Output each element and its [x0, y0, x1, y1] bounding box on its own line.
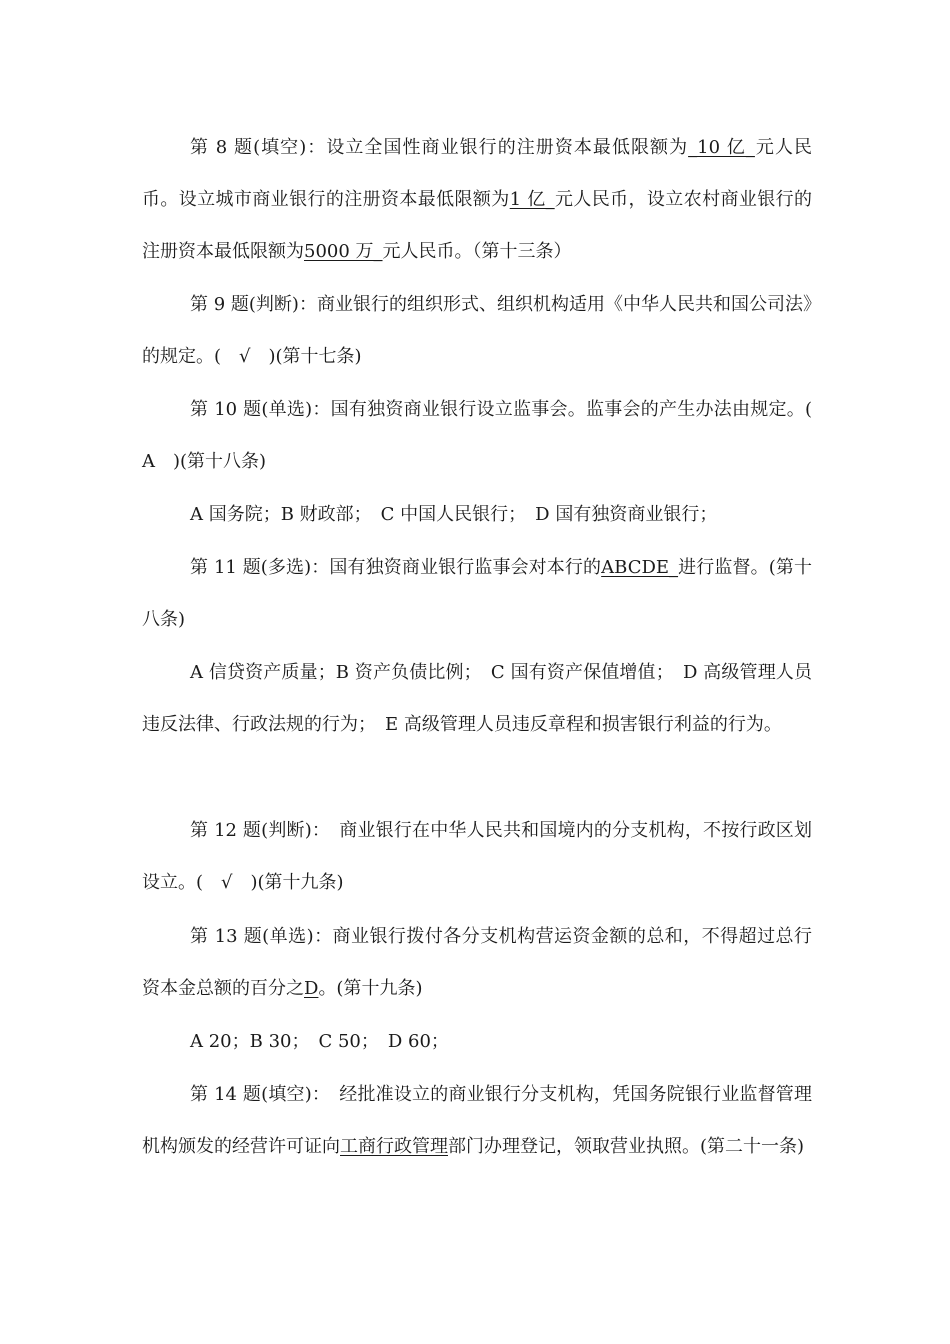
question-14 — [142, 1069, 812, 1173]
question-14-answer: 工商行政管理 — [340, 1136, 448, 1157]
question-11-text: 第 11 题(多选)：国有独资商业银行监事会对本行的 — [190, 557, 602, 578]
question-12: 第 12 题(判断)： 商业银行在中华人民共和国境内的分支机构，不按行政区划设立。( √ )(第十九条) — [142, 820, 812, 893]
question-14-text-2: 部门办理登记，领取营业执照。(第二十一条) — [448, 1136, 805, 1157]
question-8-answer-2: 1 亿_ — [509, 189, 555, 210]
question-13-options: A 20；B 30； C 50； D 60； — [190, 1031, 449, 1052]
question-10: 第 10 题(单选)：国有独资商业银行设立监事会。监事会的产生办法由规定。( A )(第十八条) — [142, 399, 812, 472]
question-8 — [142, 122, 812, 278]
question-11-answer: ABCDE_ — [601, 557, 679, 578]
question-8-answer-3: 5000 万_ — [304, 241, 383, 262]
question-8-answer-1: _10 亿_ — [688, 137, 755, 158]
question-13 — [142, 911, 812, 1015]
question-8-text-3: 元人民币，设立农村商业银行的注册资本最低限额为 — [142, 189, 812, 262]
question-8-text-2: 元人民币。设立城市商业银行的注册资本最低限额为 — [142, 137, 812, 210]
question-14-text: 第 14 题(填空)： 经批准设立的商业银行分支机构，凭国务院银行业监督管理机构颁发的经营许可证向 — [142, 1084, 812, 1157]
question-11-text-2: 进行监督。(第十八条) — [142, 557, 813, 630]
question-8-text: 第 8 题(填空)：设立全国性商业银行的注册资本最低限额为 — [190, 137, 689, 158]
question-10-options: A 国务院；B 财政部； C 中国人民银行； D 国有独资商业银行； — [190, 504, 718, 525]
question-9: 第 9 题(判断)：商业银行的组织形式、组织机构适用《中华人民共和国公司法》的规定。( √ )(第十七条) — [142, 294, 812, 367]
question-13-answer: D — [304, 978, 319, 999]
question-13-text-2: 。(第十九条) — [318, 978, 423, 999]
question-13-text: 第 13 题(单选)：商业银行拨付各分支机构营运资金额的总和，不得超过总行资本金总额的百分之 — [142, 926, 812, 999]
question-11 — [142, 542, 812, 646]
question-11-options: A 信贷资产质量；B 资产负债比例； C 国有资产保值增值； D 高级管理人员违反法律、行政法规的行为； E 高级管理人员违反章程和损害银行利益的行为。 — [142, 662, 812, 735]
question-8-text-4: 元人民币。（第十三条） — [382, 241, 572, 262]
